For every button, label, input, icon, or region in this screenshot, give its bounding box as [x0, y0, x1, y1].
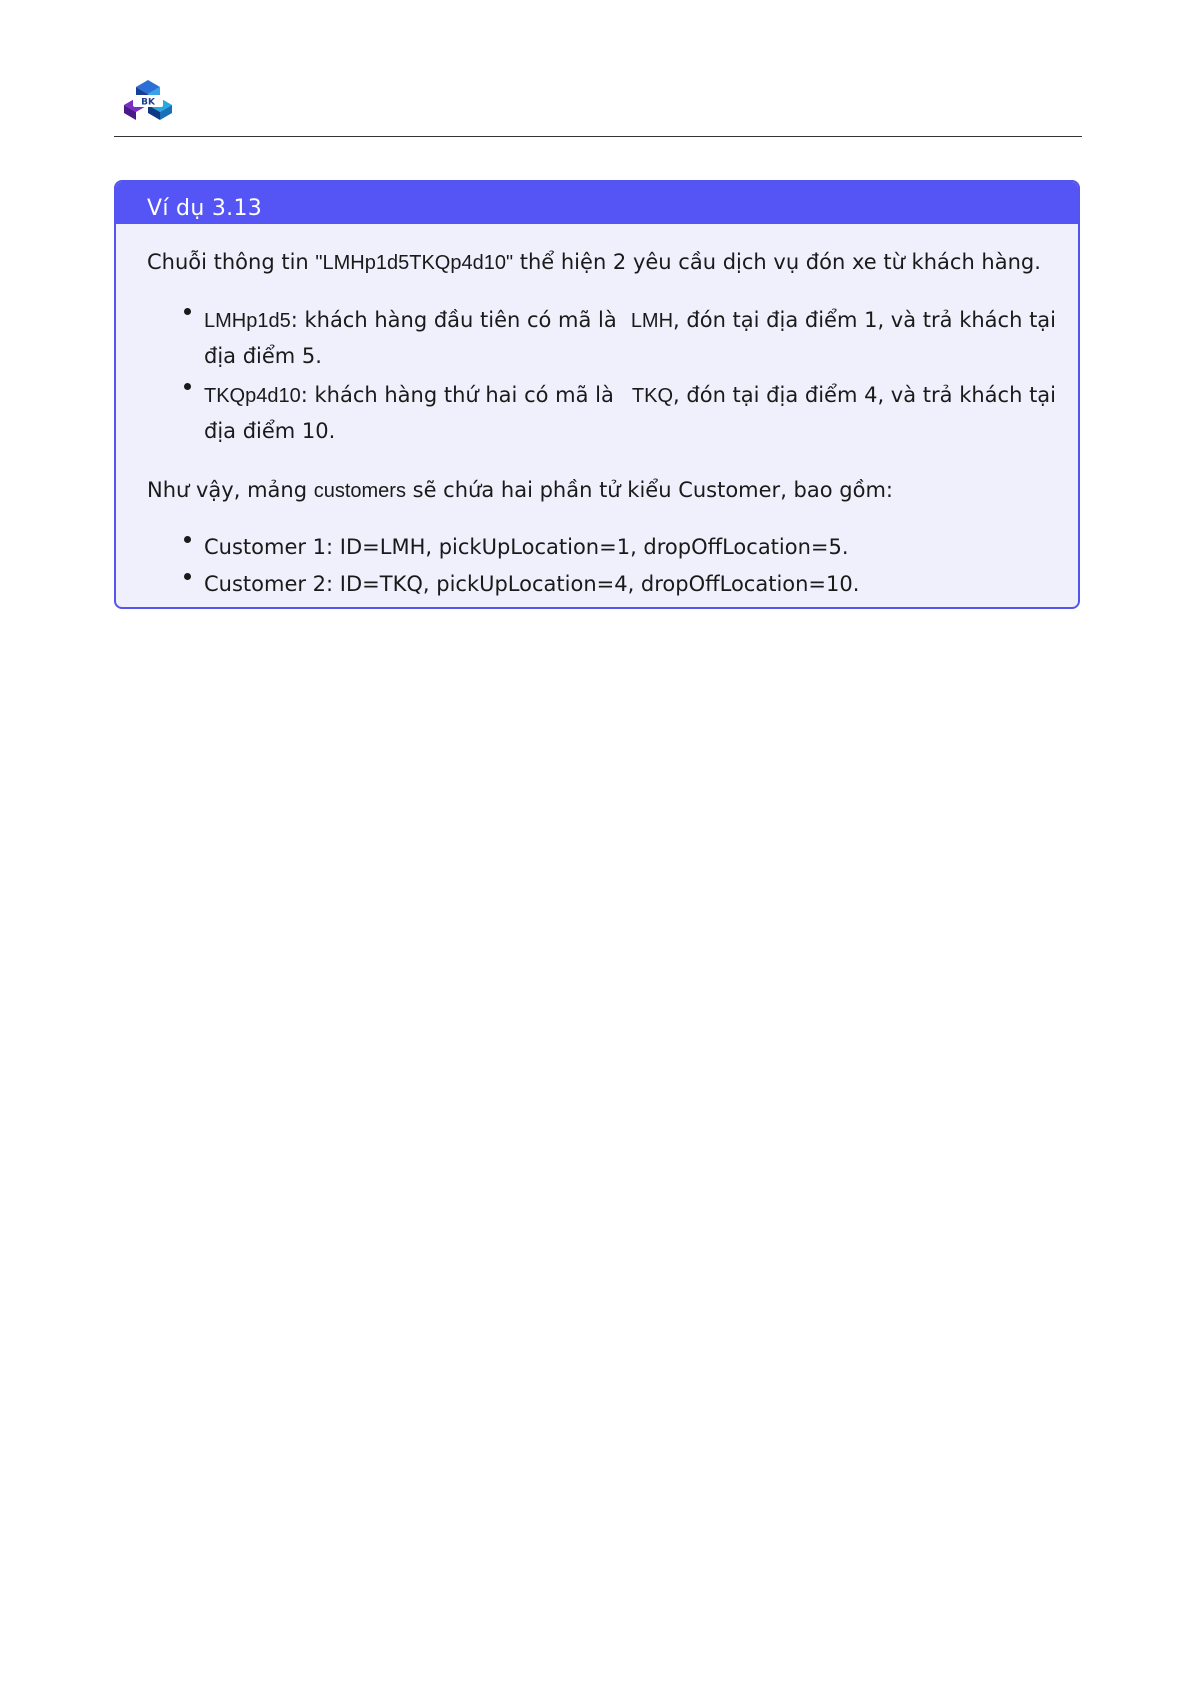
summary-code: customers: [313, 480, 406, 502]
example-box: [114, 180, 1080, 609]
customer-item: [204, 534, 849, 560]
request-item: [204, 382, 1056, 409]
customer-details: : ID=LMH, pickUpLocation=1, dropOffLocation=5.: [326, 535, 849, 559]
request-id: TKQ: [631, 385, 674, 407]
request-item: [204, 307, 1056, 334]
customer-label: Customer 2: [204, 572, 327, 596]
example-title: Ví dụ 3.13: [147, 196, 263, 221]
request-text: : khách hàng thứ hai có mã là: [300, 383, 614, 407]
example-title-bar: [116, 182, 1078, 224]
bk-logo: [124, 78, 172, 126]
request-code: TKQp4d10: [204, 385, 301, 407]
intro-line: [147, 249, 1041, 276]
bullet: [184, 536, 191, 543]
summary-text-before: Như vậy, mảng: [147, 478, 314, 502]
customer-details: : ID=TKQ, pickUpLocation=4, dropOffLocation=10.: [326, 572, 860, 596]
customer-label: Customer 1: [204, 535, 327, 559]
intro-code: "LMHp1d5TKQp4d10": [315, 252, 514, 274]
header-rule: [114, 136, 1082, 137]
request-code: LMHp1d5: [204, 310, 291, 332]
request-continuation: địa điểm 10.: [204, 419, 336, 443]
request-text: , đón tại địa điểm 4, và trả khách tại: [673, 383, 1056, 407]
bullet: [184, 308, 191, 315]
intro-text-before: Chuỗi thông tin: [147, 250, 316, 274]
bullet: [184, 383, 191, 390]
customer-item: [204, 571, 859, 597]
request-text: , đón tại địa điểm 1, và trả khách tại: [673, 308, 1056, 332]
svg-text:BK: BK: [141, 97, 155, 108]
intro-text-after: thể hiện 2 yêu cầu dịch vụ đón xe từ khách hàng.: [513, 250, 1041, 274]
request-id: LMH: [630, 310, 674, 332]
summary-line: [147, 477, 893, 504]
request-text: : khách hàng đầu tiên có mã là: [290, 308, 617, 332]
bullet: [184, 573, 191, 580]
request-continuation: địa điểm 5.: [204, 344, 322, 368]
summary-text-after: sẽ chứa hai phần tử kiểu Customer, bao gồm:: [405, 478, 893, 502]
